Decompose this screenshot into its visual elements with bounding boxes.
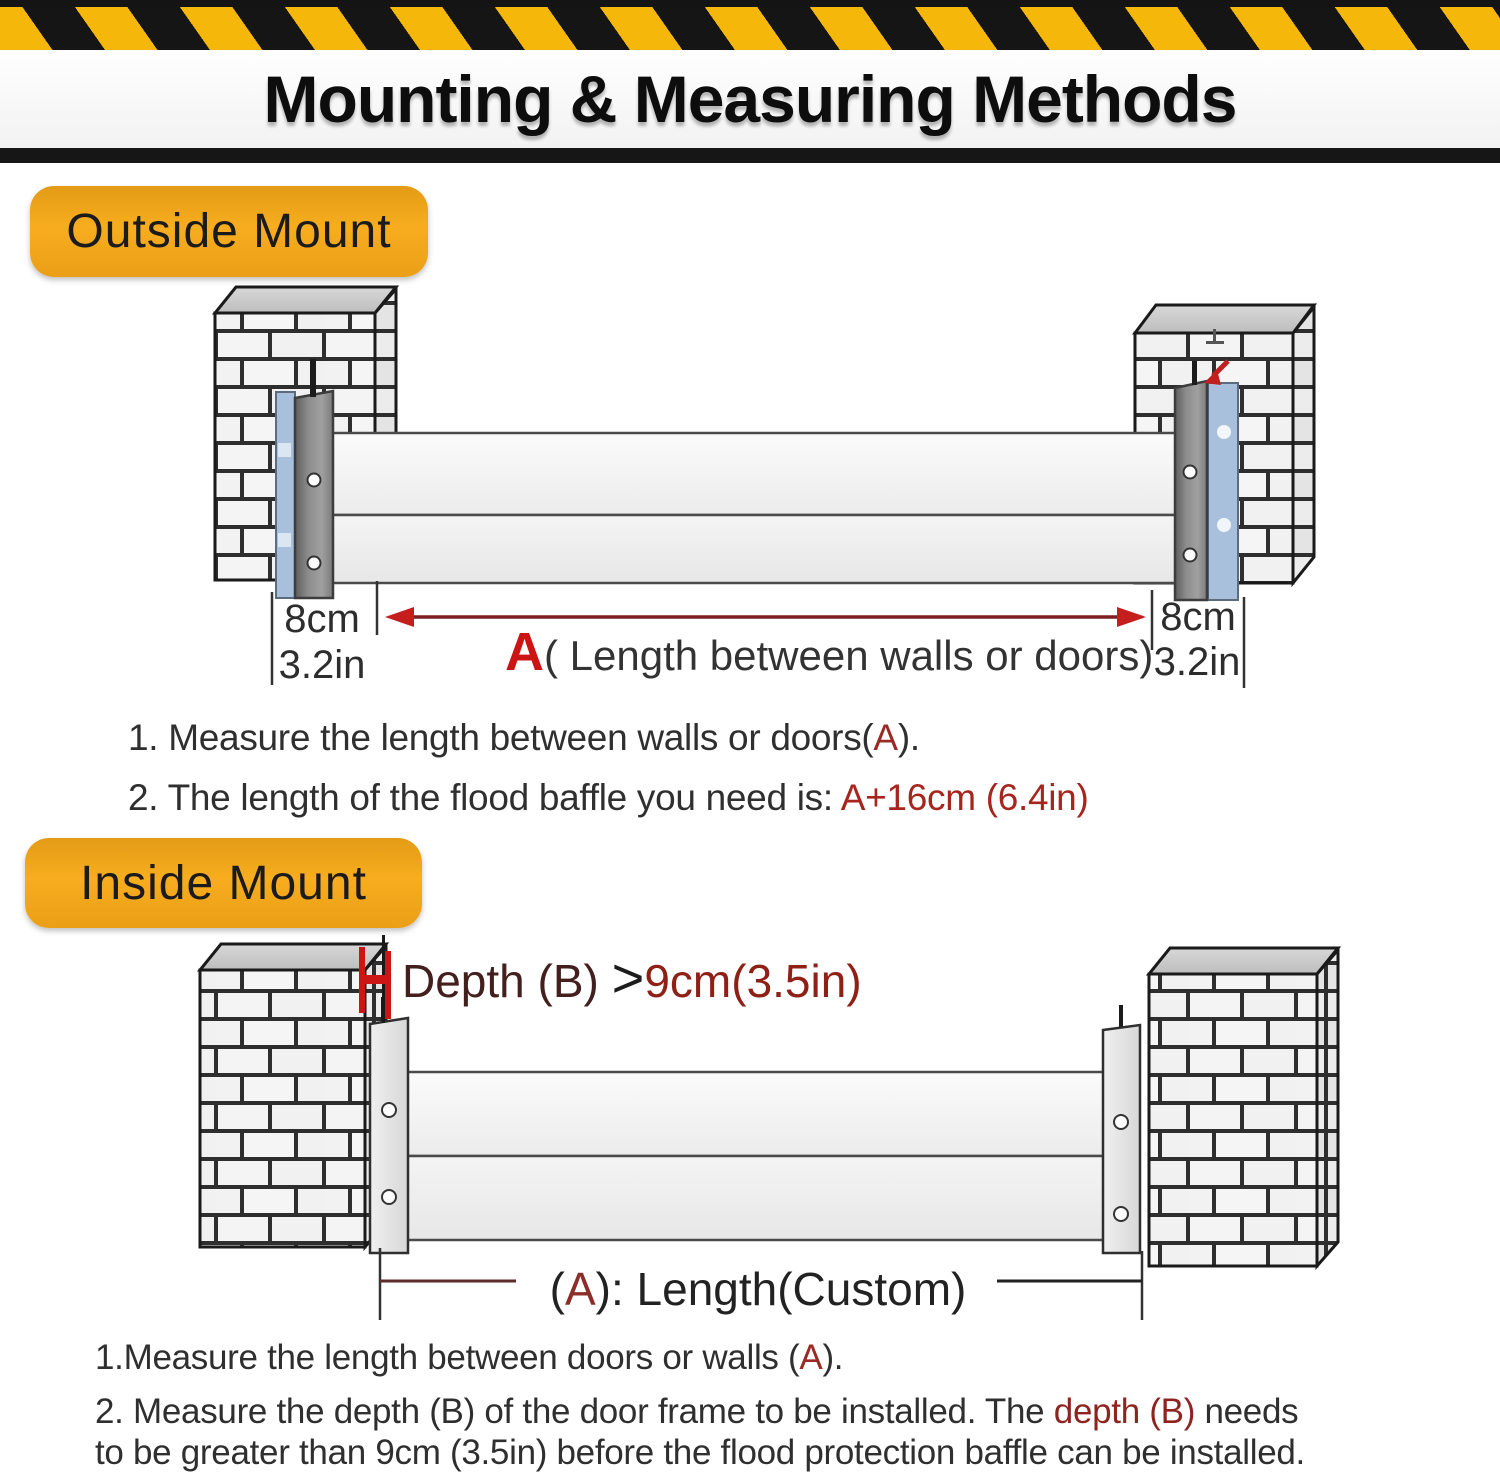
left-offset-cm-label: 8cm [284, 597, 360, 641]
hazard-stripe-banner [0, 0, 1500, 50]
pillar-right-cap [1149, 948, 1338, 974]
pillar-left-cap [200, 944, 386, 970]
screw-hole [308, 557, 321, 570]
inside-mount-badge [25, 838, 422, 928]
mounting-bracket-right [1175, 381, 1207, 600]
barrier-panel-top [330, 433, 1180, 515]
right-offset-in-label: 3.2in [1153, 640, 1241, 684]
seal-mark [278, 443, 291, 457]
mounting-bracket-left [370, 997, 408, 1253]
brick-pillar-left [200, 944, 386, 1247]
screw-hole [1114, 1115, 1128, 1129]
outside-step-2: 2. The length of the flood baffle you need is: A+16cm (6.4in) [128, 777, 1089, 818]
flood-barrier-panels [404, 1072, 1106, 1240]
outside-mount-diagram [0, 275, 1500, 715]
screw-hole [1114, 1207, 1128, 1221]
inside-step-1: 1.Measure the length between doors or walls (A). [95, 1338, 844, 1377]
seal-mark [1217, 518, 1231, 532]
outside-mount-steps [128, 716, 1088, 820]
screw-hole [382, 1190, 396, 1204]
length-custom-label: (A): Length(Custom) [549, 1263, 967, 1315]
pillar-left-cap [215, 287, 396, 313]
seal-mark [278, 533, 291, 547]
outside-mount-badge-label: Outside Mount [66, 205, 392, 258]
span-length-label: A( Length between walls or doors) [505, 622, 1154, 682]
left-offset-in-label: 3.2in [278, 643, 366, 687]
barrier-panel-bottom [404, 1156, 1106, 1240]
mounting-bracket-right [1103, 1005, 1140, 1253]
frame-tick-left [310, 359, 316, 397]
pillar-right-side-face [1317, 950, 1338, 1266]
seal-strip-left [276, 392, 295, 598]
pillar-right-cap [1135, 305, 1314, 333]
outside-step-1: 1. Measure the length between walls or doors(A). [128, 717, 920, 758]
screw-hole [1184, 549, 1197, 562]
right-offset-cm-label: 8cm [1160, 595, 1236, 639]
title-band [0, 50, 1500, 148]
mounting-right [1175, 361, 1238, 600]
screw-hole [1184, 466, 1197, 479]
outside-mount-badge [30, 186, 428, 277]
page-title: Mounting & Measuring Methods [263, 62, 1237, 136]
depth-label: Depth (B) >9cm(3.5in) [402, 946, 862, 1009]
width-arrow [385, 607, 1146, 627]
frame-tick-right [1192, 361, 1197, 385]
screw-hole [382, 1103, 396, 1117]
barrier-panel-top [404, 1072, 1106, 1156]
seal-strip-right [1208, 383, 1238, 600]
inside-step-2-line-2: to be greater than 9cm (3.5in) before the flood protection baffle can be installed. [95, 1433, 1305, 1472]
header-divider-bar [0, 148, 1500, 163]
inside-mount-steps [95, 1337, 1305, 1473]
inside-step-2-line-1: 2. Measure the depth (B) of the door frame to be installed. The depth (B) needs [95, 1392, 1299, 1431]
flood-barrier-panels [330, 433, 1180, 583]
inside-mount-badge-label: Inside Mount [80, 856, 367, 910]
pillar-right-front-face [1149, 974, 1317, 1266]
screw-hole [308, 474, 321, 487]
brick-pillar-right [1149, 948, 1338, 1266]
pillar-right-side-face [1293, 307, 1314, 583]
barrier-panel-bottom [330, 515, 1180, 583]
pillar-left-front-face [200, 970, 365, 1247]
seal-mark [1217, 425, 1231, 439]
